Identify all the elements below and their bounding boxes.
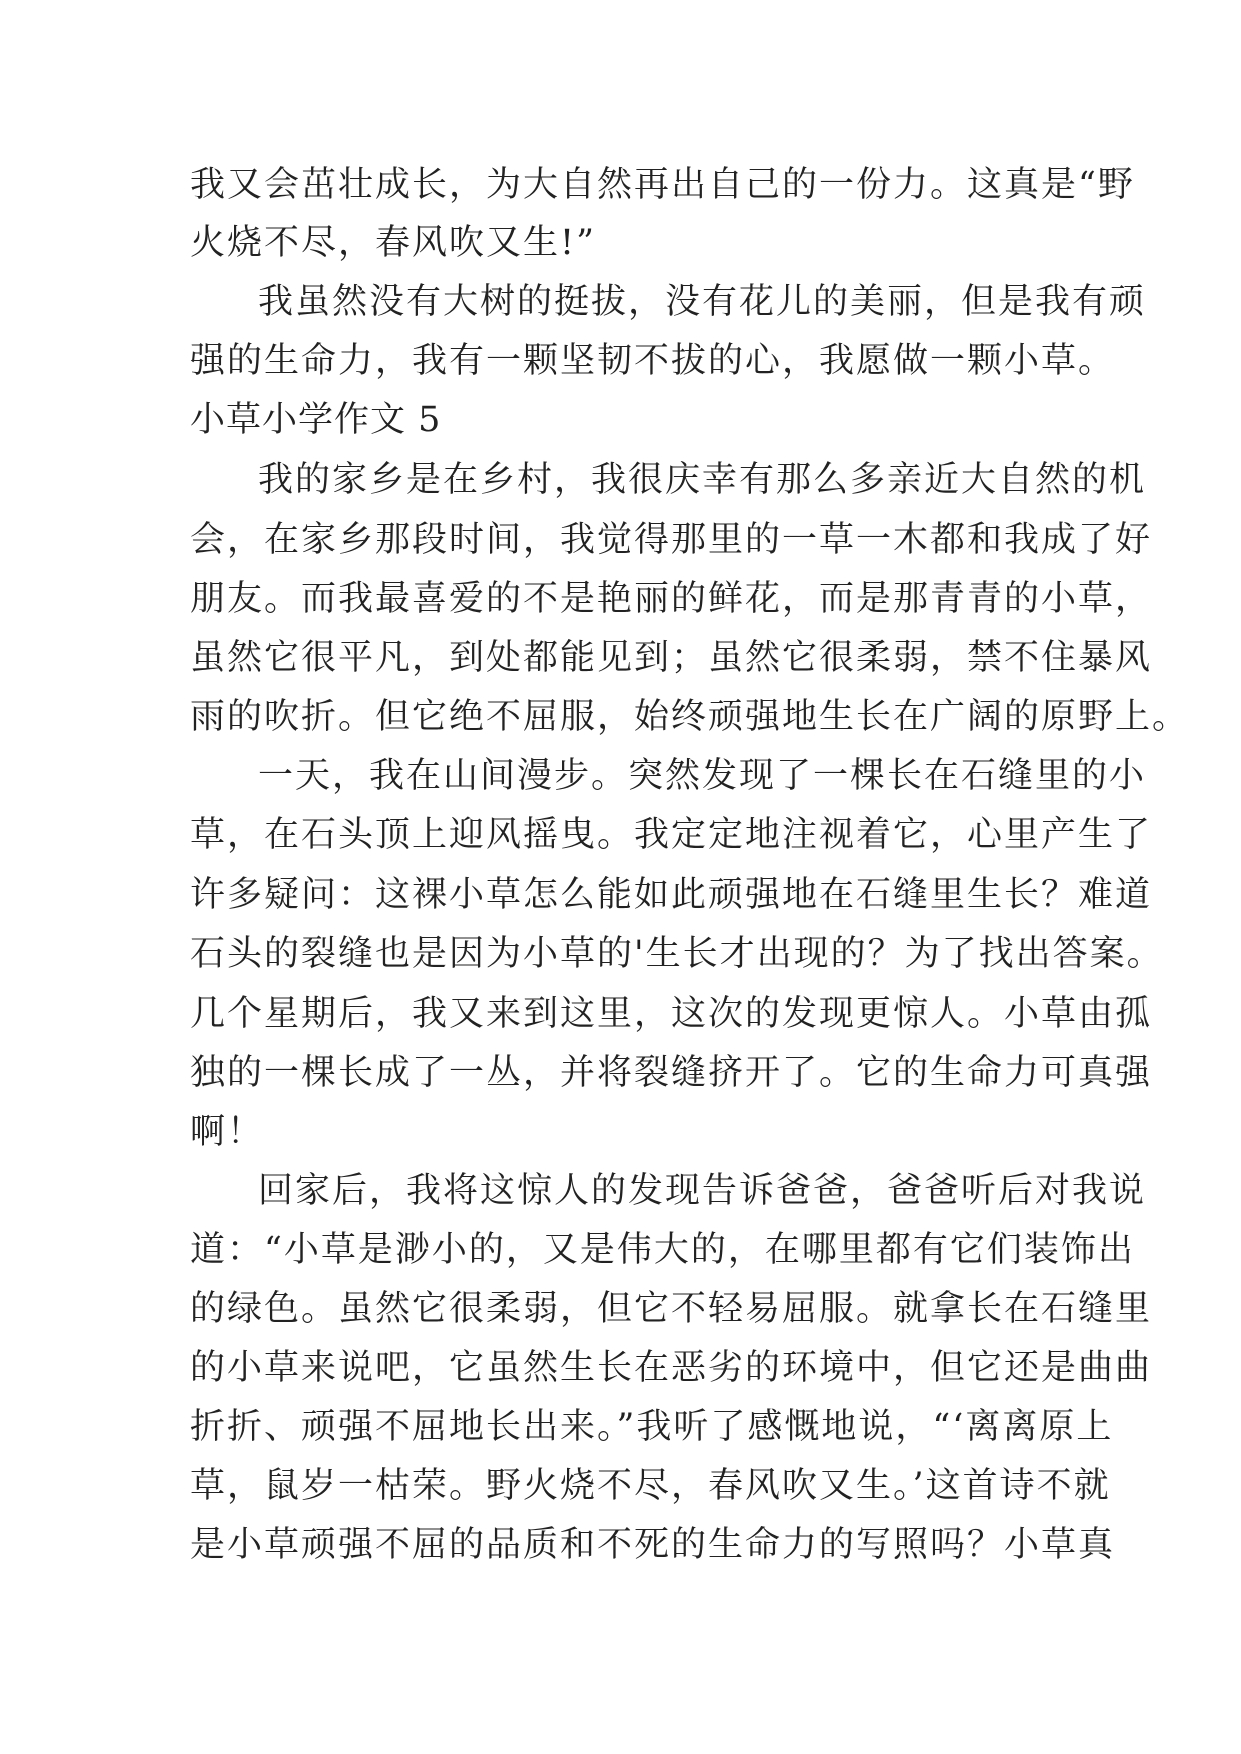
text-line: 几个星期后，我又来到这里，这次的发现更惊人。小草由孤 <box>190 994 1153 1034</box>
text-line: 的小草来说吧，它虽然生长在恶劣的环境中，但它还是曲曲 <box>190 1348 1153 1388</box>
text-line: 我又会茁壮成长，为大自然再出自己的一份力。这真是“野 <box>190 165 1135 205</box>
text-line: 雨的吹折。但它绝不屈服，始终顽强地生长在广阔的原野上。 <box>190 697 1190 737</box>
text-line: 会，在家乡那段时间，我觉得那里的一草一木都和我成了好 <box>190 520 1153 560</box>
text-line: 石头的裂缝也是因为小草的'生长才出现的？为了找出答案。 <box>190 934 1164 974</box>
text-line: 道：“小草是渺小的，又是伟大的，在哪里都有它们装饰出 <box>190 1230 1135 1270</box>
text-line: 火烧不尽，春风吹又生!” <box>190 223 596 263</box>
text-line: 虽然它很平凡，到处都能见到；虽然它很柔弱，禁不住暴风 <box>190 638 1153 678</box>
text-line: 草，在石头顶上迎风摇曳。我定定地注视着它，心里产生了 <box>190 815 1153 855</box>
text-line: 我虽然没有大树的挺拔，没有花儿的美丽，但是我有顽 <box>258 282 1147 322</box>
text-line: 强的生命力，我有一颗坚韧不拔的心，我愿做一颗小草。 <box>190 341 1116 381</box>
text-line: 我的家乡是在乡村，我很庆幸有那么多亲近大自然的机 <box>258 460 1147 500</box>
text-line: 独的一棵长成了一丛，并将裂缝挤开了。它的生命力可真强 <box>190 1053 1153 1093</box>
section-heading: 小草小学作文 5 <box>190 400 442 440</box>
text-line: 许多疑问：这裸小草怎么能如此顽强地在石缝里生长？难道 <box>190 875 1153 915</box>
text-line: 草，鼠岁一枯荣。野火烧不尽，春风吹又生。’这首诗不就 <box>190 1466 1111 1506</box>
text-line: 回家后，我将这惊人的发现告诉爸爸，爸爸听后对我说 <box>258 1171 1147 1211</box>
text-line: 是小草顽强不屈的品质和不死的生命力的写照吗？小草真 <box>190 1525 1116 1565</box>
text-line: 啊！ <box>190 1112 265 1152</box>
text-line: 折折、顽强不屈地长出来。”我听了感慨地说，“‘离离原上 <box>190 1407 1114 1447</box>
text-line: 的绿色。虽然它很柔弱，但它不轻易屈服。就拿长在石缝里 <box>190 1289 1153 1329</box>
text-line: 一天，我在山间漫步。突然发现了一棵长在石缝里的小 <box>258 756 1147 796</box>
text-line: 朋友。而我最喜爱的不是艳丽的鲜花，而是那青青的小草， <box>190 579 1153 619</box>
